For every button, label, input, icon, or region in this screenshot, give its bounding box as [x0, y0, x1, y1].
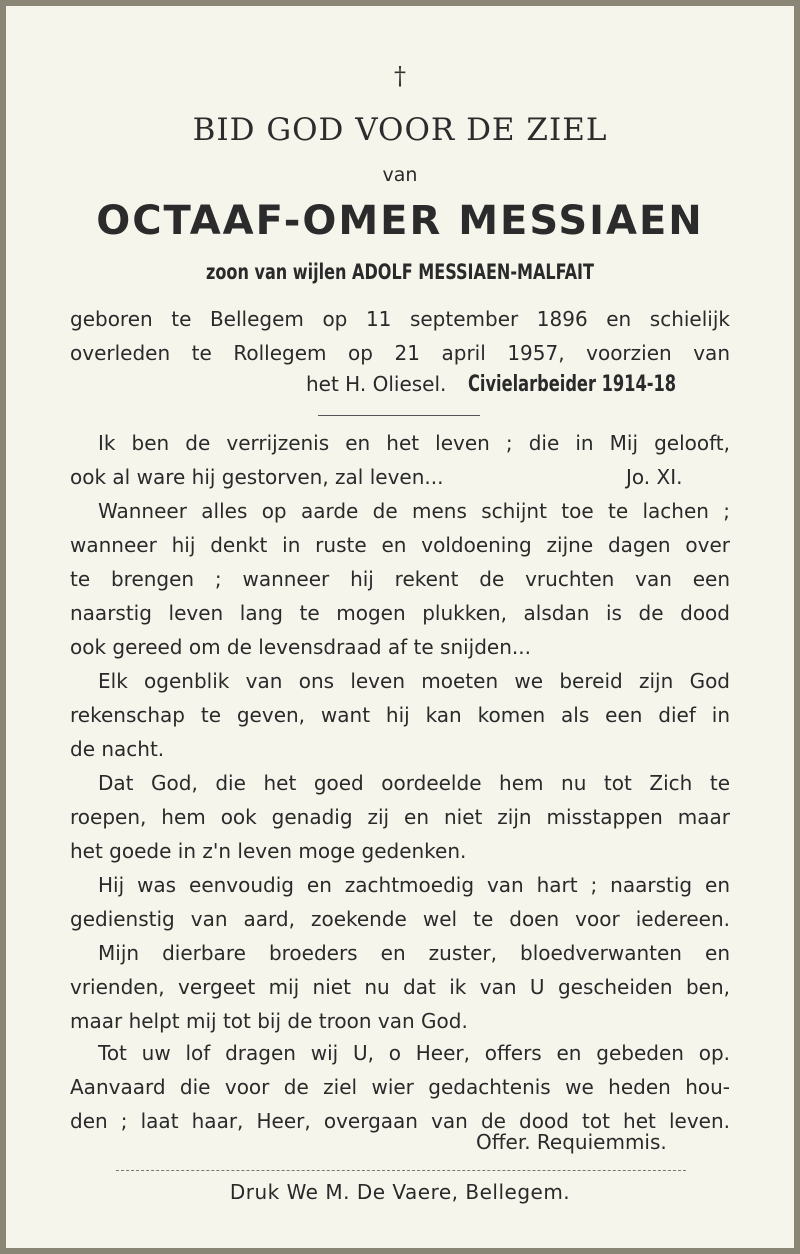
cross-icon: †: [394, 62, 406, 90]
paragraph-5-line-3: maar helpt mij tot bij de troon van God.: [70, 1009, 468, 1033]
paragraph-1-line-5: ook gereed om de levensdraad af te snijden...: [70, 635, 531, 659]
paragraph-1-line-2: wanneer hij denkt in ruste en voldoening zijne dagen over: [70, 533, 730, 557]
paragraph-6-line-2: Aanvaard die voor de ziel wier gedachtenis we heden hou-: [70, 1075, 730, 1099]
verse-line-2: [70, 460, 730, 494]
verse-line-2-text: ook al ware hij gestorven, zal leven...: [70, 465, 444, 489]
paragraph-3-line-1: Dat God, die het goed oordeelde hem nu tot Zich te: [98, 771, 730, 795]
paragraph-5-line-1: Mijn dierbare broeders en zuster, bloedverwanten en: [98, 941, 730, 965]
paragraph-6-line-1: Tot uw lof dragen wij U, o Heer, offers en gebeden op.: [98, 1041, 730, 1065]
paragraph-2-line-1: Elk ogenblik van ons leven moeten we bereid zijn God: [98, 669, 730, 693]
printer-credit: Druk We M. De Vaere, Bellegem.: [229, 1180, 571, 1204]
verse-reference: Jo. XI.: [626, 465, 683, 489]
paragraph-1-line-1: Wanneer alles op aarde de mens schijnt toe te lachen ;: [98, 499, 730, 523]
card-title: BID GOD VOOR DE ZIEL: [192, 112, 608, 148]
deceased-name: OCTAAF-OMER MESSIAEN: [96, 198, 704, 244]
birth-line-3: [306, 372, 731, 397]
paragraph-4-line-1: Hij was eenvoudig en zachtmoedig van hart ; naarstig en: [98, 873, 730, 897]
paragraph-2-line-2: rekenschap te geven, want hij kan komen als een dief in: [70, 703, 730, 727]
birth-line-2: overleden te Rollegem op 21 april 1957, voorzien van: [70, 341, 730, 365]
footer-divider: [116, 1170, 686, 1171]
birth-line-1: geboren te Bellegem op 11 september 1896 en schielijk: [70, 307, 730, 331]
paragraph-6-line-3: den ; laat haar, Heer, overgaan van de dood tot het leven.: [70, 1109, 730, 1133]
son-of-line: zoon van wijlen ADOLF MESSIAEN-MALFAIT: [206, 260, 594, 284]
paragraph-2-line-3: de nacht.: [70, 737, 165, 761]
verse-line-1: Ik ben de verrijzenis en het leven ; die in Mij gelooft,: [98, 431, 730, 455]
paragraph-3-line-2: roepen, hem ook genadig zij en niet zijn misstappen maar: [70, 805, 730, 829]
van-label: van: [382, 164, 418, 186]
paragraph-1-line-3: te brengen ; wanneer hij rekent de vruchten van een: [70, 567, 730, 591]
paragraph-3-line-3: het goede in z'n leven moge gedenken.: [70, 839, 467, 863]
paragraph-4-line-2: gedienstig van aard, zoekende wel te doen voor iedereen.: [70, 907, 730, 931]
civilian-worker-label: Civielarbeider 1914-18: [468, 372, 677, 397]
oliesel-text: het H. Oliesel.: [306, 372, 447, 396]
divider: [318, 415, 480, 416]
paragraph-5-line-2: vrienden, vergeet mij niet nu dat ik van U gescheiden ben,: [70, 975, 730, 999]
signoff: Offer. Requiemmis.: [476, 1130, 667, 1154]
paragraph-1-line-4: naarstig leven lang te mogen plukken, alsdan is de dood: [70, 601, 730, 625]
